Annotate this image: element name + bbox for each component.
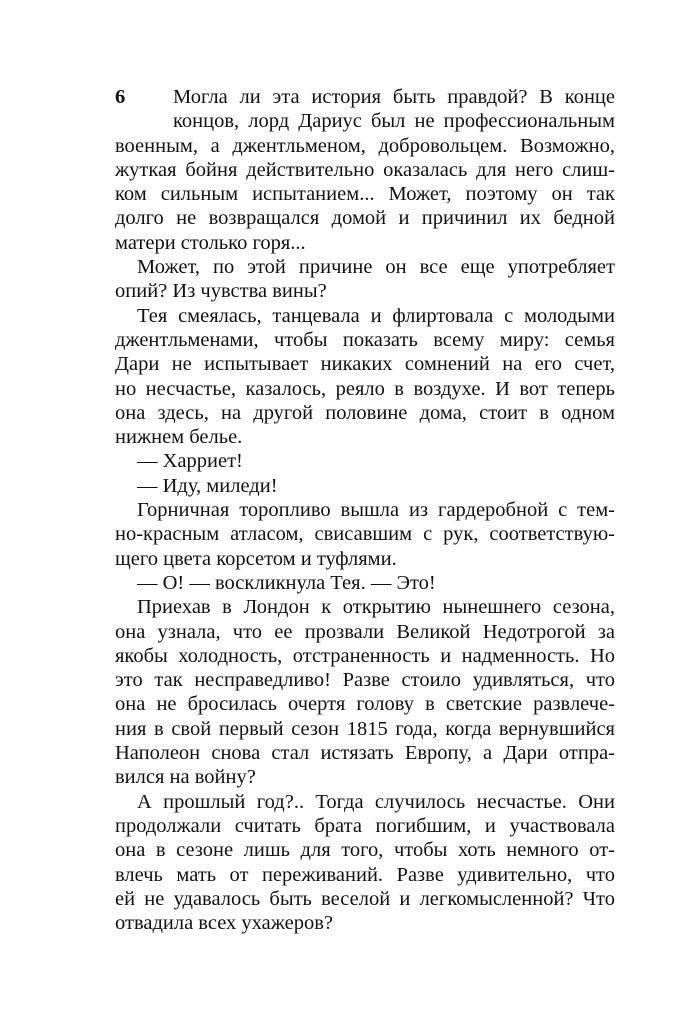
paragraph (115, 790, 615, 936)
text-line: она в сезоне лишь для того, чтобы хоть немного от- (115, 839, 615, 862)
text-line: это так несправедливо! Разве стоило удивляться, что (115, 669, 615, 692)
text-line: щего цвета корсетом и туфлями. (115, 547, 397, 570)
text-line: военным, а джентльменом, добровольцем. Возможно, (115, 134, 615, 157)
text-line: Может, по этой причине он все еще употребляет (137, 256, 615, 279)
paragraph (115, 304, 615, 450)
text-line: но несчастье, казалось, реяло в воздухе. И вот теперь (115, 377, 615, 400)
text-line: Горничная торопливо вышла из гардеробной с тем- (137, 499, 615, 522)
text-line: она не бросилась очертя голову в светские развлече- (115, 693, 615, 716)
text-line: но-красным атласом, свисавшим с рук, соответствую- (115, 523, 615, 546)
text-line: ком сильным испытанием... Может, поэтому он так (115, 183, 615, 206)
text-line: ей не удавалось быть веселой и легкомысленной? Что (115, 887, 615, 910)
book-page-text (115, 85, 615, 935)
text-line: концов, лорд Дариус был не профессиональным (173, 110, 615, 133)
text-line: матери столько горя... (115, 231, 306, 254)
paragraph (115, 571, 615, 595)
paragraph (115, 449, 615, 473)
page-number: 6 (115, 86, 126, 108)
text-line: она узнала, что ее прозвали Великой Недотрогой за (115, 620, 615, 643)
text-line: джентльменами, чтобы показать всему миру: семья (115, 328, 615, 351)
text-line: якобы холодность, отстраненность и надменность. Но (115, 644, 615, 667)
text-line: она здесь, на другой половине дома, стоит в одном (115, 401, 615, 424)
paragraph (115, 85, 615, 255)
text-line: влечь мать от переживаний. Разве удивительно, что (115, 863, 615, 886)
text-line: отвадила всех ухажеров? (115, 912, 334, 935)
text-line: долго не возвращался домой и причинил их бедной (115, 207, 615, 230)
text-line: А прошлый год?.. Тогда случилось несчастье. Они (137, 790, 615, 813)
paragraph (115, 498, 615, 571)
text-line: жуткая бойня действительно оказалась для него слиш- (115, 158, 615, 181)
text-line: Могла ли эта история быть правдой? В конце (173, 86, 615, 108)
paragraph (115, 255, 615, 304)
text-line: опий? Из чувства вины? (115, 280, 327, 303)
text-line: Дари не испытывает никаких сомнений на его счет, (115, 353, 615, 376)
text-line: Наполеон снова стал истязать Европу, а Дари отпра- (115, 742, 615, 765)
text-line: ния в свой первый сезон 1815 года, когда вернувшийся (115, 717, 615, 740)
text-line: продолжали считать брата погибшим, и участвовала (115, 814, 615, 837)
dialogue-line: — О! — воскликнула Тея. — Это! (137, 571, 436, 594)
text-line: Приехав в Лондон к открытию нынешнего сезона, (137, 596, 615, 619)
paragraph (115, 595, 615, 789)
text-line: Тея смеялась, танцевала и флиртовала с молодыми (137, 304, 615, 327)
text-line: нижнем белье. (115, 426, 243, 449)
text-line: вился на войну? (115, 766, 256, 789)
paragraph (115, 474, 615, 498)
dialogue-line: — Харриет! (137, 450, 243, 473)
dialogue-line: — Иду, миледи! (137, 474, 278, 497)
